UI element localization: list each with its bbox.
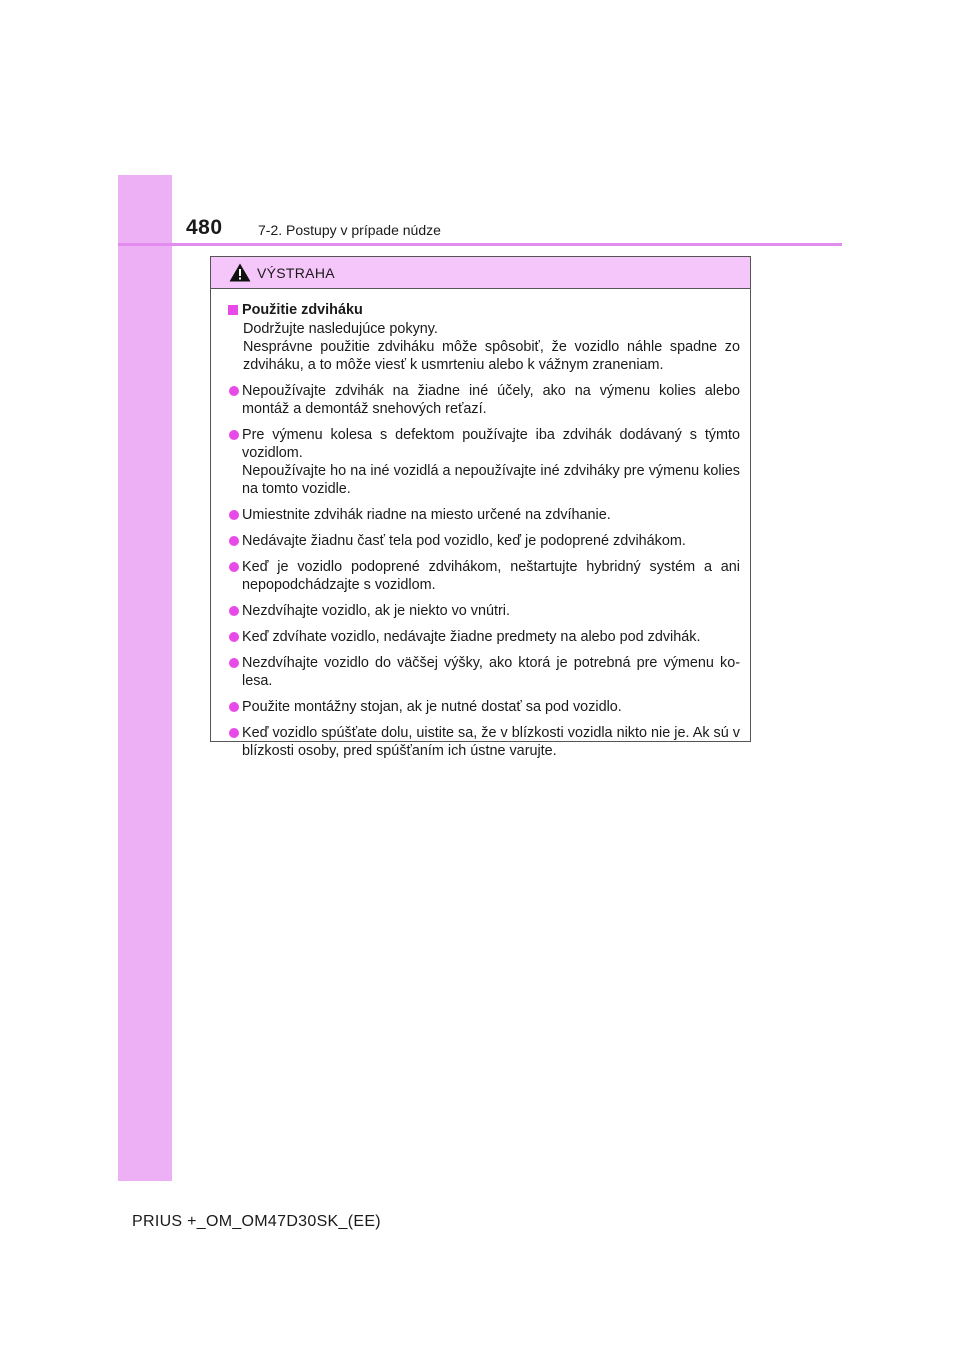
warning-triangle-icon	[229, 263, 251, 282]
list-item-text: Keď zdvíhate vozidlo, nedávajte žiadne predmety na alebo pod zdvihák.	[242, 629, 701, 645]
warning-box	[210, 256, 751, 759]
warning-header	[211, 257, 750, 289]
warning-body	[211, 289, 750, 760]
list-item-text: Použite montážny stojan, ak je nutné dostať sa pod vozidlo.	[242, 699, 622, 715]
round-bullet-icon	[229, 632, 239, 642]
round-bullet-icon	[229, 658, 239, 668]
list-item	[227, 382, 740, 418]
square-bullet-icon	[228, 305, 238, 315]
list-item	[227, 698, 740, 716]
round-bullet-icon	[229, 386, 239, 396]
round-bullet-icon	[229, 536, 239, 546]
round-bullet-icon	[229, 562, 239, 572]
intro-line: Dodržujte nasledujúce pokyny.	[243, 321, 438, 337]
document-code: PRIUS +_OM_OM47D30SK_(EE)	[132, 1213, 381, 1230]
list-item-text: Nezdvíhajte vozidlo do väčšej výšky, ako ktorá je potrebná pre výmenu ko-lesa.	[242, 655, 740, 689]
round-bullet-icon	[229, 430, 239, 440]
list-item-text: Nezdvíhajte vozidlo, ak je niekto vo vnútri.	[242, 603, 510, 619]
list-item-text: Nedávajte žiadnu časť tela pod vozidlo, keď je podoprené zdvihákom.	[242, 533, 686, 549]
warning-list	[227, 382, 740, 760]
list-item	[227, 426, 740, 498]
list-item	[227, 654, 740, 690]
round-bullet-icon	[229, 510, 239, 520]
list-item-text: Keď je vozidlo podoprené zdvihákom, neštartujte hybridný systém a ani nepopodchádzajte s vozidlom.	[242, 559, 740, 593]
page-number: 480	[186, 216, 223, 239]
header-rule	[118, 243, 842, 246]
section-title: 7-2. Postupy v prípade núdze	[258, 222, 441, 238]
list-item-text: Umiestnite zdvihák riadne na miesto určené na zdvíhanie.	[242, 507, 611, 523]
list-item-text: Nepoužívajte zdvihák na žiadne iné účely, ako na výmenu kolies alebo montáž a demontáž snehových reťazí.	[242, 383, 740, 417]
topic-title: Použitie zdviháku	[242, 302, 363, 318]
list-item	[227, 602, 740, 620]
intro-line: Nesprávne použitie zdviháku môže spôsobiť, že vozidlo náhle spadne zo zdviháku, a to môže viesť k usmrteniu alebo k vážnym zraneniam.	[243, 339, 740, 373]
list-item	[227, 558, 740, 594]
list-item	[227, 532, 740, 550]
list-item-text: Nepoužívajte ho na iné vozidlá a nepoužívajte iné zdviháky pre výmenu kolies na tomto vozidle.	[242, 463, 740, 497]
list-item	[227, 506, 740, 524]
list-item-text: Pre výmenu kolesa s defektom používajte iba zdvihák dodávaný s týmto vozidlom.	[242, 427, 740, 461]
side-color-band	[118, 175, 172, 1181]
topic-heading	[227, 301, 740, 319]
round-bullet-icon	[229, 702, 239, 712]
round-bullet-icon	[229, 728, 239, 738]
warning-label: VÝSTRAHA	[257, 264, 335, 281]
list-item	[227, 628, 740, 646]
round-bullet-icon	[229, 606, 239, 616]
intro-text	[227, 320, 740, 374]
list-item	[227, 724, 740, 760]
list-item-text: Keď vozidlo spúšťate dolu, uistite sa, že v blízkosti vozidla nikto nie je. Ak sú v blízkosti osoby, pred spúšťaním ich ústne varujte.	[242, 725, 740, 759]
